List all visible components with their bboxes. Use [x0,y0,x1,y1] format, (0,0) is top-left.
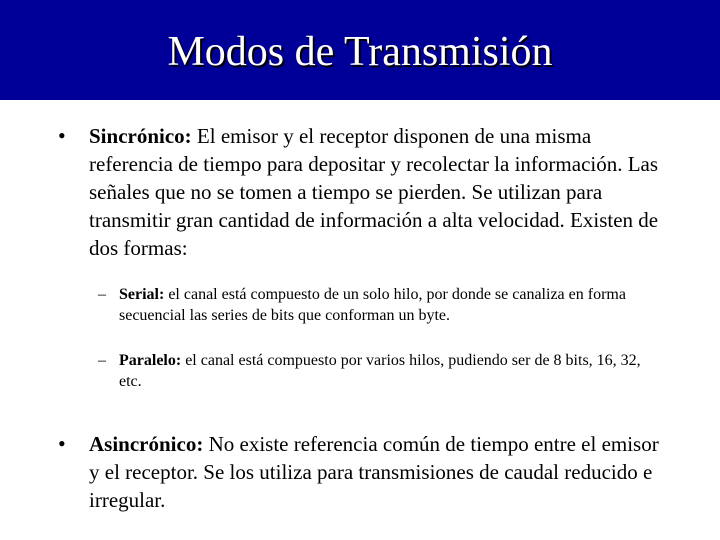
sub-bullet-marker: – [98,286,106,303]
sub-bullet-body [119,284,664,326]
sub-bullet-paralelo [98,350,668,394]
bullet-asincronico [58,430,668,514]
sub-bullet-text: el canal está compuesto por varios hilos, pudiendo ser de 8 bits, 16, 32, etc. [119,352,641,390]
bullet-body [89,430,664,514]
bullet-text: El emisor y el receptor disponen de una misma referencia de tiempo para depositar y recolectar la información. Las señales que no se tomen a tiempo se pierden. Se utilizan para transmitir gran cantidad de información a alta velocidad. Existen de dos formas: [89,124,659,260]
bullet-marker: • [58,431,66,456]
bullet-body [89,122,664,262]
bullet-marker: • [58,123,66,148]
sub-bullet-term: Paralelo: [119,352,182,369]
bullet-term: Asincrónico: [89,432,204,456]
bullet-sincronico [58,122,668,262]
sub-bullet-text: el canal está compuesto de un solo hilo, por donde se canaliza en forma secuencial las series de bits que conforman un byte. [119,286,626,324]
sub-bullet-term: Serial: [119,286,165,303]
slide-title: Modos de Transmisión [167,29,553,75]
sub-bullet-marker: – [98,352,106,369]
title-bar [0,0,720,100]
sub-bullet-serial [98,284,668,347]
bullet-text: No existe referencia común de tiempo entre el emisor y el receptor. Se los utiliza para transmisiones de caudal reducido e irregular. [89,432,659,512]
sub-bullet-body [119,350,664,392]
bullet-term: Sincrónico: [89,124,192,148]
